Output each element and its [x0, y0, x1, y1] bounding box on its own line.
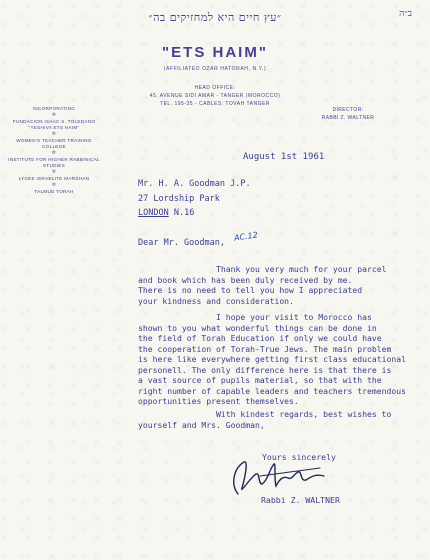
head-office-phone: TEL. 195-35 - CABLES: TOVAH TANGER [160, 101, 270, 107]
star-separator: ✡ [51, 112, 57, 118]
hebrew-corner-mark: ב״ה [399, 9, 412, 19]
institution-item: LYCEE ISRAELITE MARSHAN ✡ [8, 176, 100, 189]
head-office-address: 45, AVENUE SIDI AMAR - TANGER (MOROCCO) [149, 93, 281, 99]
handwritten-note: AC.12 [233, 230, 259, 243]
letter-date: August 1st 1961 [243, 152, 325, 162]
star-separator: ✡ [51, 169, 57, 175]
recipient-name: Mr. H. A. Goodman J.P. [138, 179, 251, 189]
director-block [298, 106, 398, 122]
recipient-city-name: LONDON [138, 208, 169, 218]
director-label: DIRECTOR: [332, 107, 364, 113]
institution-item: TALMUD TORAH [34, 189, 74, 194]
affiliation: (AFFILIATED OZAR HATORAH, N.Y.) [163, 66, 267, 72]
hebrew-title: ״עץ חיים היא למחזיקים בה״ [148, 11, 282, 24]
institution-item: FUNDACION ISAAC S. TOLEDANO "YESHIVA ETS HAIM" ✡ [8, 119, 100, 138]
recipient-city [138, 208, 194, 218]
star-separator: ✡ [51, 150, 57, 156]
recipient-postal-code: N.16 [168, 208, 195, 218]
director-name: RABBI Z. WALTNER [321, 115, 375, 121]
closing: Yours sincerely [262, 452, 336, 462]
institution-item: WOMEN'S TEACHER TRAINING COLLEGE ✡ [8, 138, 100, 157]
salutation: Dear Mr. Goodman, [138, 238, 225, 248]
organization-name: "ETS HAIM" [162, 44, 268, 61]
paragraph-2: I hope your visit to Morocco has shown to you what wonderful things can be done in the field of Torah Education if only we could have the cooperation of Torah-True Jews. The main problem is here like everywhere getting first class educational personell. The only difference here is that there is a vast source of pupils material, so that with the right number of capable leaders and teachers tremendous opportunities present themselves. [138, 312, 407, 406]
institution-item: INSTITUTE FOR HIGHER RABBINICAL STUDIES ✡ [8, 157, 100, 175]
handwritten-signature [220, 454, 330, 500]
head-office-block [0, 84, 430, 108]
recipient-street: 27 Lordship Park [138, 194, 220, 204]
star-separator: ✡ [51, 182, 57, 188]
star-separator: ✡ [51, 131, 57, 137]
paragraph-1: Thank you very much for your parcel and book which has been duly received by me. There is no need to tell you how I appreciated your kindness and consideration. [138, 264, 387, 306]
head-office-label: HEAD OFFICE: [194, 85, 236, 91]
institution-item: INCORPORATING ✡ [8, 106, 100, 119]
signature-name: Rabbi Z. WALTNER [261, 495, 340, 505]
paragraph-3: With kindest regards, best wishes to yourself and Mrs. Goodman, [138, 409, 392, 430]
